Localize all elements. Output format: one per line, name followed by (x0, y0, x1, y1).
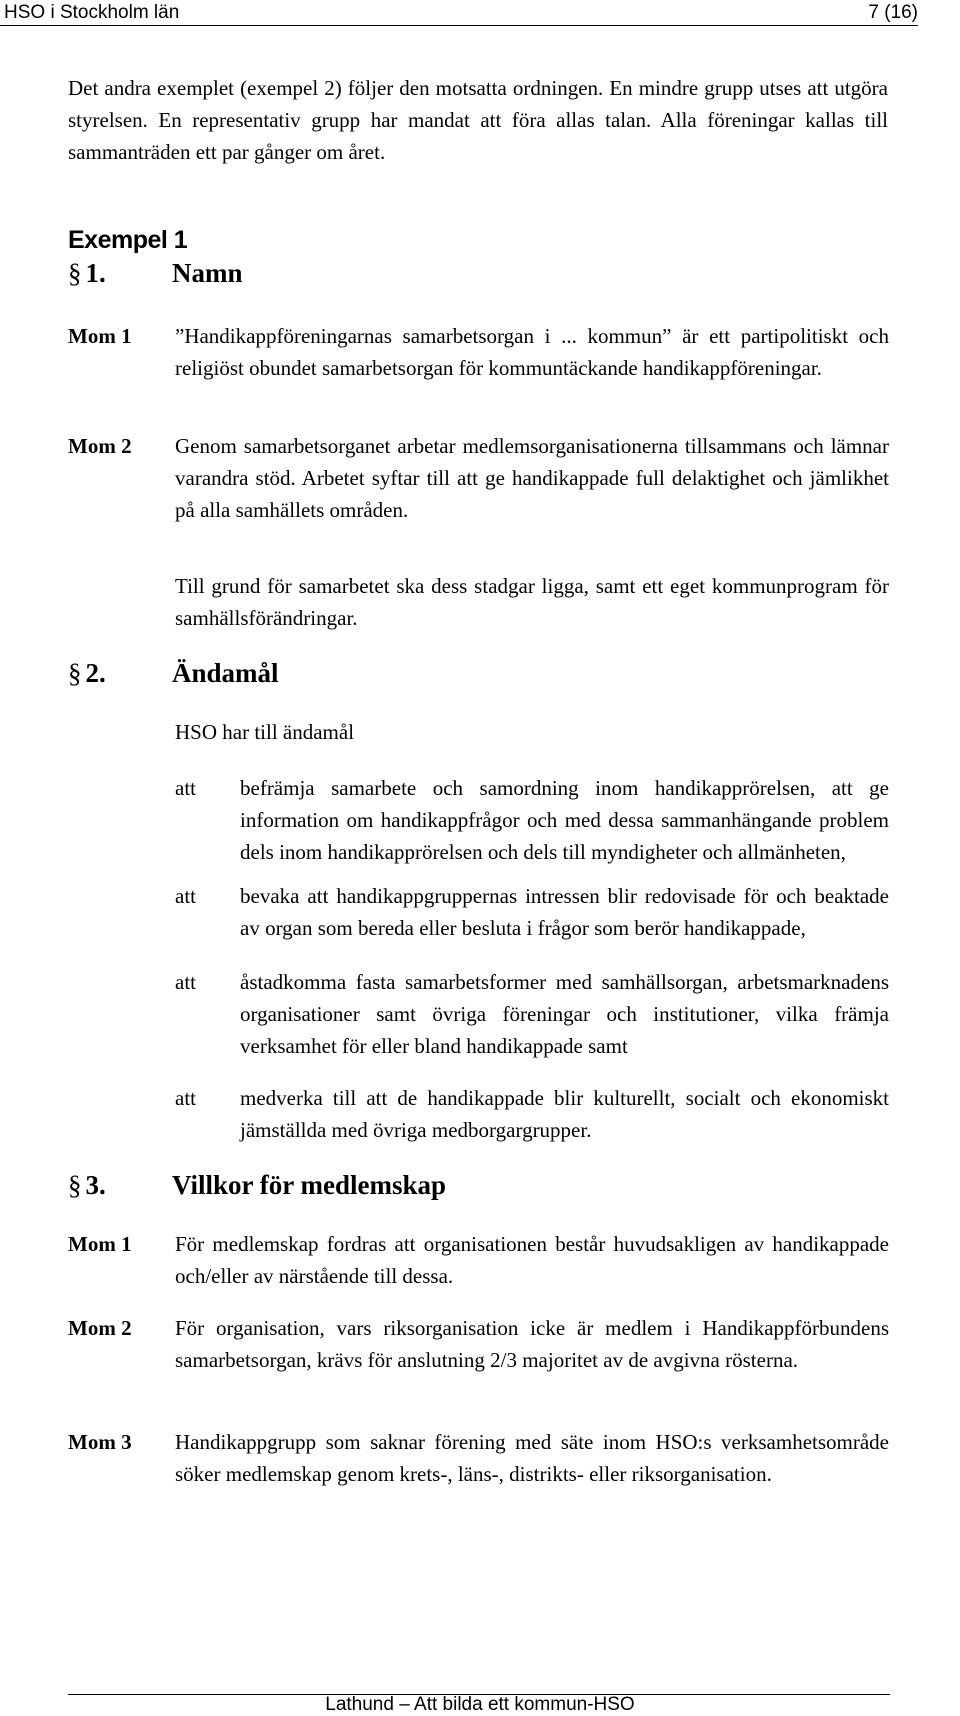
section-2-title: Ändamål (172, 658, 279, 688)
intro-paragraph: Det andra exemplet (exempel 2) följer den motsatta ordningen. En mindre grupp utses att utgöra styrelsen. En representativ grupp har mandat att föra allas talan. Alla föreningar kallas till sammanträden ett par gånger om året. (68, 76, 888, 164)
section-2-item-4-key: att (175, 1086, 196, 1110)
section-1-mom-2-label: Mom 2 (68, 434, 132, 458)
section-1-mom-1-label: Mom 1 (68, 324, 132, 348)
section-2-intro: HSO har till ändamål (175, 720, 355, 744)
page-number: 7 (16) (868, 2, 918, 23)
section-3-mom-3-label: Mom 3 (68, 1430, 132, 1454)
page-header (0, 0, 960, 26)
section-3-mom-2-label: Mom 2 (68, 1316, 132, 1340)
section-3-mom-1-label: Mom 1 (68, 1232, 132, 1256)
section-2-heading (68, 656, 279, 690)
section-3-title: Villkor för medlemskap (172, 1170, 447, 1200)
section-1-number: § 1. (68, 258, 106, 288)
section-1-heading (68, 256, 243, 290)
section-2-item-1: befrämja samarbete och samordning inom handikapprörelsen, att ge information om handikappfrågor och med dessa sammanhängande problem dels inom handikapprörelsen och dels till myndigheter och allmänheten, (240, 776, 889, 864)
example-title: Exempel 1 (68, 226, 188, 254)
header-title: HSO i Stockholm län (4, 2, 180, 23)
section-3-mom-2-text: För organisation, vars riksorganisation icke är medlem i Handikappförbundens samarbetsorgan, krävs för anslutning 2/3 majoritet av de avgivna rösterna. (175, 1316, 889, 1372)
section-1-mom-2-text: Genom samarbetsorganet arbetar medlemsorganisationerna tillsammans och lämnar varandra stöd. Arbetet syftar till att ge handikappade full delaktighet och jämlikhet på alla samhällets områden. (175, 434, 889, 522)
header-divider (0, 25, 918, 26)
section-1-title: Namn (172, 258, 243, 288)
section-1-mom-1-text: ”Handikappföreningarnas samarbetsorgan i ... kommun” är ett partipolitiskt och religiöst obundet samarbetsorgan för kommuntäckande handikappföreningar. (175, 324, 889, 380)
section-2-number: § 2. (68, 658, 106, 688)
section-2-item-2-key: att (175, 884, 196, 908)
page-footer: Lathund – Att bilda ett kommun-HSO (325, 1694, 635, 1715)
section-2-item-3: åstadkomma fasta samarbetsformer med samhällsorgan, arbetsmarknadens organisationer samt övriga föreningar och institutioner, vilka främja verksamhet för eller bland handikappade samt (240, 970, 889, 1058)
section-2-item-1-key: att (175, 776, 196, 800)
section-3-mom-3-text: Handikappgrupp som saknar förening med säte inom HSO:s verksamhetsområde söker medlemskap genom krets-, läns-, distrikts- eller riksorganisation. (175, 1430, 889, 1486)
section-3-heading (68, 1168, 446, 1202)
section-3-number: § 3. (68, 1170, 106, 1200)
section-1-mom-2-extra: Till grund för samarbetet ska dess stadgar ligga, samt ett eget kommunprogram för samhällsförändringar. (175, 574, 889, 630)
section-2-item-4: medverka till att de handikappade blir kulturellt, socialt och ekonomiskt jämställda med övriga medborgargrupper. (240, 1086, 889, 1142)
section-2-item-2: bevaka att handikappgruppernas intressen blir redovisade för och beaktade av organ som bereda eller besluta i frågor som berör handikappade, (240, 884, 889, 940)
section-2-item-3-key: att (175, 970, 196, 994)
section-3-mom-1-text: För medlemskap fordras att organisationen består huvudsakligen av handikappade och/eller av närstående till dessa. (175, 1232, 889, 1288)
